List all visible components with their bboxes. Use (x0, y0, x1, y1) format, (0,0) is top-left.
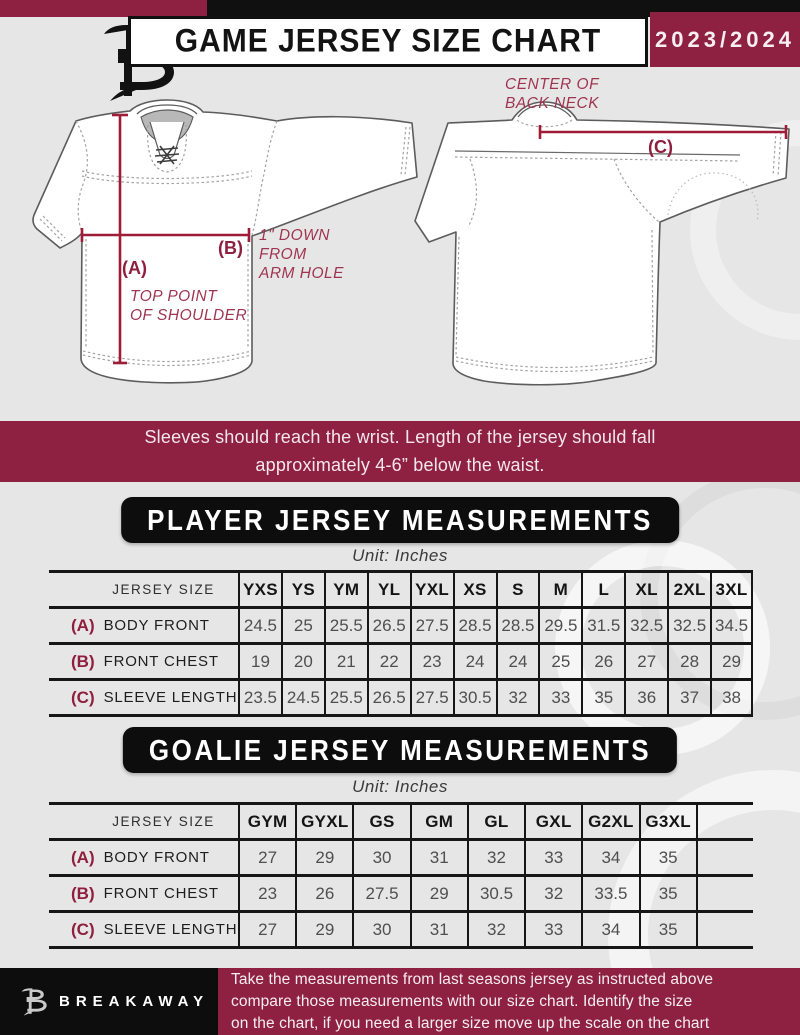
footer-instruction-line-3: on the chart, if you need a larger size move up the scale on the chart (231, 1014, 710, 1032)
row-label-text: FRONT CHEST (103, 653, 219, 670)
measurement-cell: 29 (410, 877, 467, 910)
size-header-cell: YXS (238, 573, 281, 606)
label-c: (C) (648, 137, 673, 157)
row-label-text: SLEEVE LENGTH (103, 689, 238, 706)
measurement-cell: 27 (624, 645, 667, 678)
measurement-cell: 32.5 (624, 609, 667, 642)
measurement-cell: 25 (538, 645, 581, 678)
label-a: (A) (122, 258, 147, 278)
measurement-cell: 34.5 (710, 609, 753, 642)
season-badge (650, 12, 800, 67)
measurement-cell: 31.5 (581, 609, 624, 642)
measurement-row (49, 838, 753, 874)
measurement-cell: 32 (467, 913, 524, 946)
table-header-row (49, 802, 753, 838)
jersey-front-diagram (33, 100, 417, 383)
measurement-cell (696, 913, 753, 946)
fit-notice-line-1: Sleeves should reach the wrist. Length of the jersey should fall (144, 426, 656, 447)
goalie-section-heading (123, 727, 677, 773)
size-header-cell: S (496, 573, 539, 606)
measurement-cell: 27 (238, 913, 295, 946)
size-header-cell: XS (453, 573, 496, 606)
measurement-cell: 24 (453, 645, 496, 678)
measurement-cell: 31 (410, 841, 467, 874)
measurement-cell: 25.5 (324, 609, 367, 642)
size-header-cell: XL (624, 573, 667, 606)
measurement-cell: 27.5 (410, 609, 453, 642)
measurement-cell: 32.5 (667, 609, 710, 642)
measurement-cell: 29 (295, 841, 352, 874)
label-c-caption-1: CENTER OF (505, 76, 600, 93)
footer-instruction-line-1: Take the measurements from last seasons jersey as instructed above (231, 970, 714, 988)
footer-brand-name: BREAKAWAY (59, 993, 210, 1010)
measurement-cell: 26.5 (367, 681, 410, 714)
table-header-row (49, 570, 753, 606)
measurement-cell: 25.5 (324, 681, 367, 714)
measurement-cell: 23 (238, 877, 295, 910)
jersey-back-diagram (415, 76, 789, 385)
measurement-cell: 37 (667, 681, 710, 714)
size-header-cell: YL (367, 573, 410, 606)
fit-notice-banner (0, 421, 800, 482)
measurement-cell: 19 (238, 645, 281, 678)
measurement-cell: 30 (352, 841, 409, 874)
label-b-caption-1: 1" DOWN (259, 227, 331, 244)
size-header-cell: 2XL (667, 573, 710, 606)
measurement-cell: 33 (538, 681, 581, 714)
label-b-caption-2: FROM (259, 246, 307, 263)
measurement-cell: 21 (324, 645, 367, 678)
player-unit-label: Unit: Inches (352, 546, 448, 565)
goalie-heading-label: GOALIE JERSEY MEASUREMENTS (148, 732, 652, 767)
measurement-cell: 28.5 (453, 609, 496, 642)
measurement-row (49, 910, 753, 949)
player-section-heading (121, 497, 679, 543)
size-header-cell (696, 805, 753, 838)
measurement-cell: 35 (639, 841, 696, 874)
measurement-cell: 30 (352, 913, 409, 946)
row-key: (A) (71, 847, 95, 867)
measurement-cell: 26 (295, 877, 352, 910)
goalie-size-table (49, 802, 753, 949)
measurement-cell: 34 (581, 913, 638, 946)
row-label-text: BODY FRONT (103, 617, 210, 634)
row-label (49, 877, 238, 910)
measurement-cell: 26 (581, 645, 624, 678)
measurement-cell: 34 (581, 841, 638, 874)
label-b-caption-3: ARM HOLE (259, 265, 344, 282)
label-b: (B) (218, 238, 243, 258)
measurement-cell: 20 (281, 645, 324, 678)
row-label (49, 913, 238, 946)
measurement-cell: 38 (710, 681, 753, 714)
jersey-diagrams (0, 75, 800, 421)
size-header-cell: GM (410, 805, 467, 838)
measurement-cell: 24 (496, 645, 539, 678)
size-header-cell: GYXL (295, 805, 352, 838)
measurement-cell: 29 (295, 913, 352, 946)
size-header-cell: GYM (238, 805, 295, 838)
measurement-cell: 23 (410, 645, 453, 678)
measurement-cell: 24.5 (238, 609, 281, 642)
top-strip-maroon (0, 0, 207, 17)
measurement-cell: 30.5 (453, 681, 496, 714)
measurement-cell: 27 (238, 841, 295, 874)
size-header-cell: M (538, 573, 581, 606)
row-label (49, 609, 238, 642)
fit-notice-line-2: approximately 4-6” below the waist. (255, 454, 545, 475)
size-header-cell: YXL (410, 573, 453, 606)
measurement-cell: 36 (624, 681, 667, 714)
size-header-cell: 3XL (710, 573, 753, 606)
row-label (49, 841, 238, 874)
row-key: (B) (71, 883, 95, 903)
measurement-row (49, 642, 753, 678)
size-column-title: JERSEY SIZE (112, 814, 215, 829)
season-label: 2023/2024 (655, 26, 795, 52)
footer (0, 968, 800, 1035)
row-label (49, 645, 238, 678)
measurement-cell: 30.5 (467, 877, 524, 910)
measurement-cell (696, 877, 753, 910)
measurement-cell (696, 841, 753, 874)
measurement-cell: 23.5 (238, 681, 281, 714)
row-label-text: FRONT CHEST (103, 885, 219, 902)
measurement-cell: 33 (524, 841, 581, 874)
goalie-unit-label: Unit: Inches (352, 777, 448, 796)
measurement-cell: 27.5 (410, 681, 453, 714)
measurement-cell: 24.5 (281, 681, 324, 714)
label-a-caption-1: TOP POINT (130, 288, 218, 305)
measurement-cell: 22 (367, 645, 410, 678)
measurement-cell: 32 (467, 841, 524, 874)
measurement-cell: 32 (524, 877, 581, 910)
size-header-cell: G3XL (639, 805, 696, 838)
title-box (128, 16, 648, 67)
measurement-cell: 33 (524, 913, 581, 946)
size-header-cell: GL (467, 805, 524, 838)
page-title: GAME JERSEY SIZE CHART (174, 23, 602, 59)
measurement-row (49, 678, 753, 717)
size-header-cell: GXL (524, 805, 581, 838)
row-label-text: BODY FRONT (103, 849, 210, 866)
label-c-caption-2: BACK NECK (505, 95, 600, 112)
measurement-cell: 29 (710, 645, 753, 678)
measurement-cell: 27.5 (352, 877, 409, 910)
size-header-cell: YS (281, 573, 324, 606)
measurement-cell: 28 (667, 645, 710, 678)
measurement-cell: 35 (639, 913, 696, 946)
measurement-cell: 35 (639, 877, 696, 910)
footer-breakaway-logo-icon (13, 985, 51, 1019)
measurement-cell: 29.5 (538, 609, 581, 642)
size-header-cell: YM (324, 573, 367, 606)
measurement-cell: 26.5 (367, 609, 410, 642)
measurement-cell: 28.5 (496, 609, 539, 642)
row-key: (B) (71, 651, 95, 671)
size-header-cell: GS (352, 805, 409, 838)
label-a-caption-2: OF SHOULDER (130, 307, 248, 324)
footer-instruction-line-2: compare those measurements with our size chart. Identify the size (231, 992, 693, 1010)
row-key: (A) (71, 615, 95, 635)
measurement-cell: 35 (581, 681, 624, 714)
row-key: (C) (71, 687, 95, 707)
footer-brand-block (0, 968, 218, 1035)
measurement-cell: 33.5 (581, 877, 638, 910)
size-header-cell: G2XL (581, 805, 638, 838)
row-label (49, 681, 238, 714)
measurement-cell: 25 (281, 609, 324, 642)
size-column-title: JERSEY SIZE (112, 582, 215, 597)
player-size-table (49, 570, 753, 717)
measurement-cell: 32 (496, 681, 539, 714)
measurement-row (49, 874, 753, 910)
row-label-text: SLEEVE LENGTH (103, 921, 238, 938)
footer-instructions (218, 968, 800, 1035)
measurement-row (49, 606, 753, 642)
size-header-cell: L (581, 573, 624, 606)
row-key: (C) (71, 919, 95, 939)
measurement-cell: 31 (410, 913, 467, 946)
player-heading-label: PLAYER JERSEY MEASUREMENTS (147, 502, 653, 537)
